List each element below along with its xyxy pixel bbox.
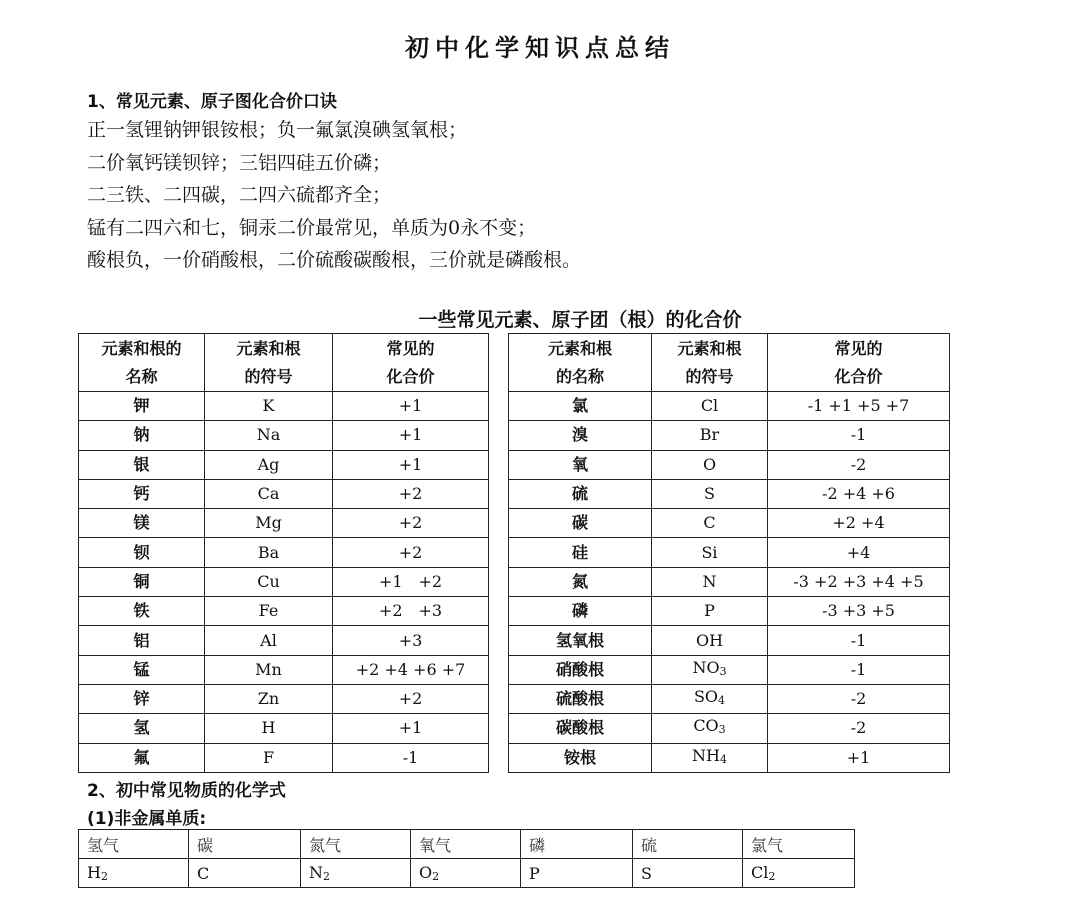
column-gap — [489, 392, 509, 421]
element-valence-cell: +2 +4 +6 +7 — [333, 655, 489, 684]
element-valence-cell: -1 — [768, 626, 950, 655]
nonmetal-name-row — [79, 830, 855, 859]
column-gap — [489, 714, 509, 743]
element-valence-cell: +1 — [333, 714, 489, 743]
element-symbol-cell: Cl — [652, 392, 768, 421]
substance-name-cell: 氯气 — [743, 830, 855, 859]
element-symbol-cell: $SO_4$ — [652, 684, 768, 713]
mnemonic-line: 二价氧钙镁钡锌；三铝四硅五价磷； — [87, 151, 392, 174]
table-caption: 一些常见元素、原子团（根）的化合价 — [418, 309, 742, 331]
element-valence-cell: -1 — [768, 421, 950, 450]
substance-formula-cell: C — [189, 859, 301, 888]
table-row — [79, 421, 950, 450]
column-gap — [489, 626, 509, 655]
element-name-cell: 钡 — [79, 538, 205, 567]
column-gap — [489, 567, 509, 596]
header-valence: 常见的 化合价 — [768, 334, 950, 392]
element-valence-cell: -3 +3 +5 — [768, 597, 950, 626]
table-row — [79, 392, 950, 421]
element-symbol-cell: $NH_4$ — [652, 743, 768, 772]
element-valence-cell: +2 — [333, 538, 489, 567]
substance-name-cell: 磷 — [521, 830, 633, 859]
element-name-cell: 硫 — [509, 479, 652, 508]
element-name-cell: 银 — [79, 450, 205, 479]
substance-formula-cell: $O_2$ — [411, 859, 521, 888]
substance-name-cell: 氢气 — [79, 830, 189, 859]
element-symbol-cell: H — [205, 714, 333, 743]
element-symbol-cell: Ca — [205, 479, 333, 508]
valence-table — [78, 333, 950, 773]
element-symbol-cell: P — [652, 597, 768, 626]
element-valence-cell: -2 +4 +6 — [768, 479, 950, 508]
element-valence-cell: +1 — [333, 421, 489, 450]
nonmetal-table — [78, 829, 855, 888]
mnemonic-line: 锰有二四六和七，铜汞二价最常见，单质为0永不变； — [87, 216, 537, 239]
element-name-cell: 氢氧根 — [509, 626, 652, 655]
element-valence-cell: -1 — [333, 743, 489, 772]
valence-mnemonic — [87, 114, 581, 277]
header-valence: 常见的 化合价 — [333, 334, 489, 392]
column-gap — [489, 743, 509, 772]
element-valence-cell: +2 — [333, 684, 489, 713]
substance-formula-cell: $H_2$ — [79, 859, 189, 888]
table-row — [79, 684, 950, 713]
column-gap — [489, 421, 509, 450]
element-name-cell: 碳 — [509, 509, 652, 538]
substance-formula-cell: S — [633, 859, 743, 888]
element-symbol-cell: Mg — [205, 509, 333, 538]
element-name-cell: 氮 — [509, 567, 652, 596]
mnemonic-line: 正一氢锂钠钾银铵根；负一氟氯溴碘氢氧根； — [87, 119, 468, 141]
element-valence-cell: +4 — [768, 538, 950, 567]
element-name-cell: 铝 — [79, 626, 205, 655]
element-name-cell: 氧 — [509, 450, 652, 479]
element-name-cell: 氢 — [79, 714, 205, 743]
table-row — [79, 626, 950, 655]
element-symbol-cell: Zn — [205, 684, 333, 713]
element-symbol-cell: Br — [652, 421, 768, 450]
substance-formula-cell: P — [521, 859, 633, 888]
header-name: 元素和根 的名称 — [509, 334, 652, 392]
element-name-cell: 碳酸根 — [509, 714, 652, 743]
element-symbol-cell: $CO_3$ — [652, 714, 768, 743]
element-valence-cell: -3 +2 +3 +4 +5 — [768, 567, 950, 596]
page-title: 初中化学知识点总结 — [405, 34, 675, 62]
element-name-cell: 钾 — [79, 392, 205, 421]
table-row — [79, 567, 950, 596]
element-name-cell: 铜 — [79, 567, 205, 596]
element-symbol-cell: Si — [652, 538, 768, 567]
element-valence-cell: +2 — [333, 479, 489, 508]
substance-name-cell: 氮气 — [301, 830, 411, 859]
element-name-cell: 氯 — [509, 392, 652, 421]
nonmetal-formula-row — [79, 859, 855, 888]
element-name-cell: 钙 — [79, 479, 205, 508]
table-row — [79, 714, 950, 743]
element-symbol-cell: O — [652, 450, 768, 479]
element-valence-cell: +1 — [333, 392, 489, 421]
element-valence-cell: +2 +3 — [333, 597, 489, 626]
element-symbol-cell: OH — [652, 626, 768, 655]
element-name-cell: 锰 — [79, 655, 205, 684]
element-name-cell: 钠 — [79, 421, 205, 450]
table-row — [79, 479, 950, 508]
element-valence-cell: -1 — [768, 655, 950, 684]
element-name-cell: 硝酸根 — [509, 655, 652, 684]
element-valence-cell: -2 — [768, 714, 950, 743]
column-gap — [489, 479, 509, 508]
section1-heading: 1、常见元素、原子图化合价口诀 — [87, 92, 337, 112]
element-name-cell: 硅 — [509, 538, 652, 567]
element-valence-cell: +2 +4 — [768, 509, 950, 538]
element-symbol-cell: Ba — [205, 538, 333, 567]
header-symbol: 元素和根 的符号 — [205, 334, 333, 392]
element-name-cell: 镁 — [79, 509, 205, 538]
element-symbol-cell: $NO_3$ — [652, 655, 768, 684]
element-symbol-cell: F — [205, 743, 333, 772]
element-symbol-cell: N — [652, 567, 768, 596]
table-row — [79, 450, 950, 479]
element-symbol-cell: S — [652, 479, 768, 508]
column-gap — [489, 334, 509, 392]
substance-formula-cell: $Cl_2$ — [743, 859, 855, 888]
element-symbol-cell: Fe — [205, 597, 333, 626]
table-header-row — [79, 334, 950, 392]
section2-subheading: (1)非金属单质: — [87, 809, 207, 829]
element-valence-cell: +3 — [333, 626, 489, 655]
substance-name-cell: 硫 — [633, 830, 743, 859]
table-row — [79, 655, 950, 684]
element-symbol-cell: Ag — [205, 450, 333, 479]
substance-name-cell: 碳 — [189, 830, 301, 859]
element-valence-cell: +1 +2 — [333, 567, 489, 596]
element-symbol-cell: K — [205, 392, 333, 421]
substance-name-cell: 氧气 — [411, 830, 521, 859]
element-name-cell: 铵根 — [509, 743, 652, 772]
mnemonic-line: 酸根负，一价硝酸根，二价硫酸碳酸根，三价就是磷酸根。 — [87, 249, 582, 271]
element-valence-cell: -2 — [768, 684, 950, 713]
table-row — [79, 509, 950, 538]
element-name-cell: 磷 — [509, 597, 652, 626]
element-valence-cell: -1 +1 +5 +7 — [768, 392, 950, 421]
column-gap — [489, 450, 509, 479]
element-symbol-cell: Mn — [205, 655, 333, 684]
element-symbol-cell: C — [652, 509, 768, 538]
element-symbol-cell: Cu — [205, 567, 333, 596]
mnemonic-line: 二三铁、二四碳，二四六硫都齐全； — [87, 184, 392, 206]
element-symbol-cell: Al — [205, 626, 333, 655]
element-name-cell: 铁 — [79, 597, 205, 626]
column-gap — [489, 655, 509, 684]
header-symbol: 元素和根 的符号 — [652, 334, 768, 392]
column-gap — [489, 684, 509, 713]
header-name: 元素和根的 名称 — [79, 334, 205, 392]
element-valence-cell: +1 — [768, 743, 950, 772]
table-row — [79, 538, 950, 567]
column-gap — [489, 597, 509, 626]
section2-heading: 2、初中常见物质的化学式 — [87, 781, 286, 801]
column-gap — [489, 538, 509, 567]
element-symbol-cell: Na — [205, 421, 333, 450]
element-valence-cell: +1 — [333, 450, 489, 479]
column-gap — [489, 509, 509, 538]
element-name-cell: 硫酸根 — [509, 684, 652, 713]
element-valence-cell: -2 — [768, 450, 950, 479]
substance-formula-cell: $N_2$ — [301, 859, 411, 888]
table-row — [79, 743, 950, 772]
element-valence-cell: +2 — [333, 509, 489, 538]
element-name-cell: 溴 — [509, 421, 652, 450]
element-name-cell: 氟 — [79, 743, 205, 772]
table-row — [79, 597, 950, 626]
element-name-cell: 锌 — [79, 684, 205, 713]
